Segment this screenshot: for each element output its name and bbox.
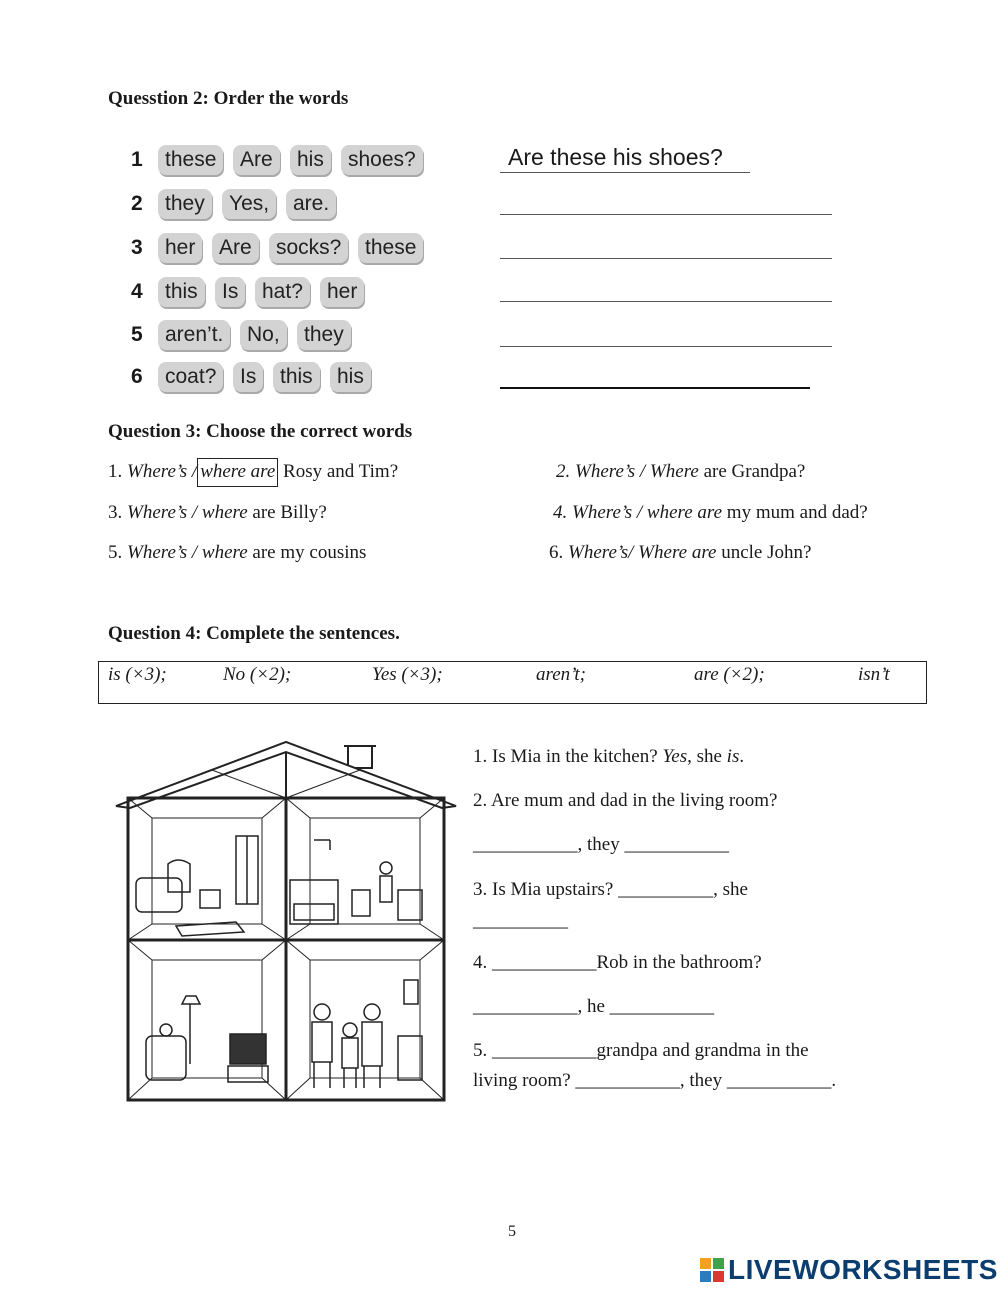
sentence-4-blanks[interactable]: ___________, he ___________ xyxy=(473,996,715,1017)
row-number: 4 xyxy=(131,280,143,303)
word-tile[interactable]: her xyxy=(320,277,364,307)
q3-item-4: 4. Where’s / where are my mum and dad? xyxy=(553,502,868,523)
word-tile[interactable]: his xyxy=(330,362,371,392)
word-tile[interactable]: these xyxy=(158,145,223,175)
answer-line-2[interactable] xyxy=(500,214,832,215)
bedroom xyxy=(136,836,258,936)
sentence-5[interactable]: 5. ___________grandpa and grandma in the xyxy=(473,1040,809,1061)
word-tile[interactable]: are. xyxy=(286,189,336,219)
word-tile[interactable]: Are xyxy=(233,145,280,175)
liveworksheets-logo xyxy=(700,1254,998,1286)
page-number: 5 xyxy=(508,1223,516,1240)
living-room xyxy=(146,996,268,1082)
word-tile[interactable]: her xyxy=(158,233,202,263)
sentence-3-blank[interactable]: __________ xyxy=(473,910,568,931)
question-3-title: Question 3: Choose the correct words xyxy=(108,421,413,442)
bank-word-arent: aren’t; xyxy=(536,664,586,685)
word-tile[interactable]: this xyxy=(273,362,320,392)
question-2-title: Quesstion 2: Order the words xyxy=(108,88,349,109)
row-number: 3 xyxy=(131,236,143,259)
word-tile[interactable]: Is xyxy=(233,362,263,392)
sentence-3[interactable]: 3. Is Mia upstairs? __________, she xyxy=(473,879,748,900)
row-number: 1 xyxy=(131,148,143,171)
bank-word-no: No (×2); xyxy=(223,664,292,685)
answer-line-6[interactable] xyxy=(500,387,810,389)
word-tile[interactable]: Yes, xyxy=(222,189,276,219)
word-tile[interactable]: Is xyxy=(215,277,245,307)
answer-line-4[interactable] xyxy=(500,301,832,302)
word-tile[interactable]: Are xyxy=(212,233,259,263)
q3-item-6: 6. Where’s/ Where are uncle John? xyxy=(549,542,812,563)
q3-item-3: 3. Where’s / where are Billy? xyxy=(108,502,327,523)
word-tile[interactable]: No, xyxy=(240,320,287,350)
sentence-4[interactable]: 4. ___________Rob in the bathroom? xyxy=(473,952,762,973)
bank-word-are: are (×2); xyxy=(694,664,765,685)
example-answer: Are these his shoes? xyxy=(508,144,723,170)
row-number: 5 xyxy=(131,323,143,346)
sentence-2-blanks[interactable]: ___________, they ___________ xyxy=(473,834,729,855)
word-tile[interactable]: aren’t. xyxy=(158,320,230,350)
sentence-1: 1. Is Mia in the kitchen? Yes, she is. xyxy=(473,746,745,767)
answer-line-5[interactable] xyxy=(500,346,832,347)
bank-word-isnt: isn’t xyxy=(858,664,890,685)
answer-line-3[interactable] xyxy=(500,258,832,259)
row-number: 2 xyxy=(131,192,143,215)
word-tile[interactable]: his xyxy=(290,145,331,175)
answer-line-1[interactable] xyxy=(500,172,750,173)
logo-text: LIVEWORKSHEETS xyxy=(728,1254,998,1285)
q3-item-2: 2. Where’s / Where are Grandpa? xyxy=(556,461,806,482)
house-illustration xyxy=(112,740,460,1104)
kitchen-family xyxy=(312,980,422,1088)
word-tile[interactable]: shoes? xyxy=(341,145,423,175)
sentence-5-blanks[interactable]: living room? ___________, they ___________. xyxy=(473,1070,837,1091)
logo-icon xyxy=(700,1258,724,1282)
chimney xyxy=(348,746,372,768)
question-4-title: Question 4: Complete the sentences. xyxy=(108,623,400,644)
bank-word-yes: Yes (×3); xyxy=(372,664,443,685)
sentence-2: 2. Are mum and dad in the living room? xyxy=(473,790,778,811)
word-tile[interactable]: socks? xyxy=(269,233,348,263)
bank-word-is: is (×3); xyxy=(108,664,167,685)
word-tile[interactable]: hat? xyxy=(255,277,310,307)
word-tile[interactable]: these xyxy=(358,233,423,263)
q3-item-5: 5. Where’s / where are my cousins xyxy=(108,542,367,563)
q3-item-1: 1. Where’s / where are Rosy and Tim? xyxy=(108,461,398,483)
word-tile[interactable]: coat? xyxy=(158,362,223,392)
word-tile[interactable]: they xyxy=(297,320,351,350)
row-number: 6 xyxy=(131,365,143,388)
selected-answer-box[interactable]: where are xyxy=(197,458,278,487)
word-tile[interactable]: they xyxy=(158,189,212,219)
word-tile[interactable]: this xyxy=(158,277,205,307)
